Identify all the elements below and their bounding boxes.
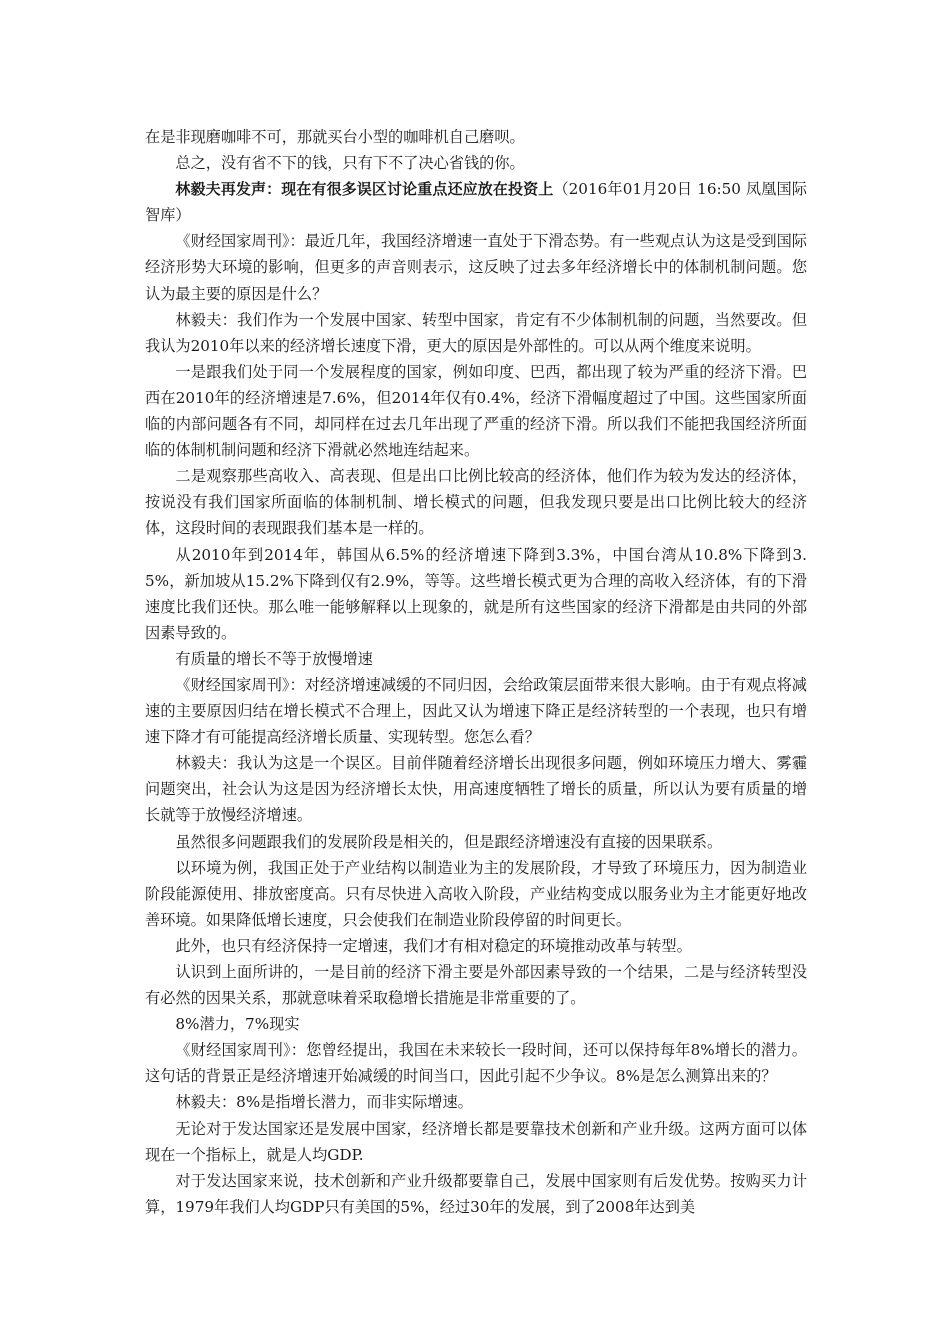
article-meta: （2016年01月20日 16:50 凤凰国际智库） [145,180,807,225]
paragraph: 虽然很多问题跟我们的发展阶段是相关的，但是跟经济增速没有直接的因果联系。 [175,832,723,851]
paragraph: 二是观察那些高收入、高表现、但是出口比例比较高的经济体，他们作为较为发达的经济体，按说没有我们国家所面临的体制机制、增长模式的问题，但我发现只要是出口比例比较大的经济体，这段时间的表现跟我们基本是一样的。 [145,467,807,538]
paragraph: 《财经国家周刊》：您曾经提出，我国在未来较长一段时间，还可以保持每年8%增长的潜力。这句话的背景正是经济增速开始减缓的时间当口，因此引起不少争议。8%是怎么测算出来的？ [145,1041,807,1086]
section-heading: 8%潜力，7%现实 [175,1015,300,1034]
paragraph: 无论对于发达国家还是发展中国家，经济增长都是要靠技术创新和产业升级。这两方面可以体现在一个指标上，就是人均GDP. [145,1119,807,1164]
paragraph: 以环境为例，我国正处于产业结构以制造业为主的发展阶段，才导致了环境压力，因为制造业阶段能源使用、排放密度高。只有尽快进入高收入阶段，产业结构变成以服务业为主才能更好地改善环境。如果降低增长速度，只会使我们在制造业阶段停留的时间更长。 [145,858,807,929]
paragraph: 对于发达国家来说，技术创新和产业升级都要靠自己，发展中国家则有后发优势。按购买力计算，1979年我们人均GDP只有美国的5%，经过30年的发展，到了2008年达到美 [145,1171,807,1216]
paragraph: 林毅夫：8%是指增长潜力，而非实际增速。 [175,1093,473,1112]
paragraph: 《财经国家周刊》：最近几年，我国经济增速一直处于下滑态势。有一些观点认为这是受到国际经济形势大环境的影响，但更多的声音则表示，这反映了过去多年经济增长中的体制机制问题。您认为最主要的原因是什么？ [145,232,807,303]
paragraph: 在是非现磨咖啡不可，那就买台小型的咖啡机自己磨呗。 [145,128,525,146]
paragraph: 总之，没有省不下的钱，只有下不了决心省钱的你。 [175,154,525,173]
paragraph: 《财经国家周刊》：对经济增速减缓的不同归因，会给政策层面带来很大影响。由于有观点将减速的主要原因归结在增长模式不合理上，因此又认为增速下降正是经济转型的一个表现，也只有增速下降才有可能提高经济增长质量、实现转型。您怎么看？ [145,675,807,747]
paragraph: 认识到上面所讲的，一是目前的经济下滑主要是外部因素导致的一个结果，二是与经济转型没有必然的因果关系，那就意味着采取稳增长措施是非常重要的了。 [145,963,807,1008]
paragraph: 林毅夫：我认为这是一个误区。目前伴随着经济增长出现很多问题，例如环境压力增大、雾霾问题突出，社会认为这是因为经济增长太快，用高速度牺牲了增长的质量，所以认为要有质量的增长就等于放慢经济增速。 [145,754,807,825]
document-body [145,124,807,1220]
article-title: 林毅夫再发声：现在有很多误区讨论重点还应放在投资上 [175,180,554,199]
paragraph: 林毅夫：我们作为一个发展中国家、转型中国家，肯定有不少体制机制的问题，当然要改。但我认为2010年以来的经济增长速度下滑，更大的原因是外部性的。可以从两个维度来说明。 [145,310,807,355]
paragraph: 此外，也只有经济保持一定增速，我们才有相对稳定的环境推动改革与转型。 [175,936,692,955]
section-heading: 有质量的增长不等于放慢增速 [175,649,373,668]
paragraph: 从2010年到2014年，韩国从6.5%的经济增速下降到3.3%，中国台湾从10.8%下降到3.5%，新加坡从15.2%下降到仅有2.9%，等等。这些增长模式更为合理的高收入经济体，有的下滑速度比我们还快。那么唯一能够解释以上现象的，就是所有这些国家的经济下滑都是由共同的外部因素导致的。 [145,545,807,642]
article-heading [145,176,807,228]
paragraph: 一是跟我们处于同一个发展程度的国家，例如印度、巴西，都出现了较为严重的经济下滑。巴西在2010年的经济增速是7.6%，但2014年仅有0.4%，经济下滑幅度超过了中国。这些国家所面临的内部问题各有不同，却同样在过去几年出现了严重的经济下滑。所以我们不能把我国经济所面临的体制机制问题和经济下滑就必然地连结起来。 [145,362,807,460]
